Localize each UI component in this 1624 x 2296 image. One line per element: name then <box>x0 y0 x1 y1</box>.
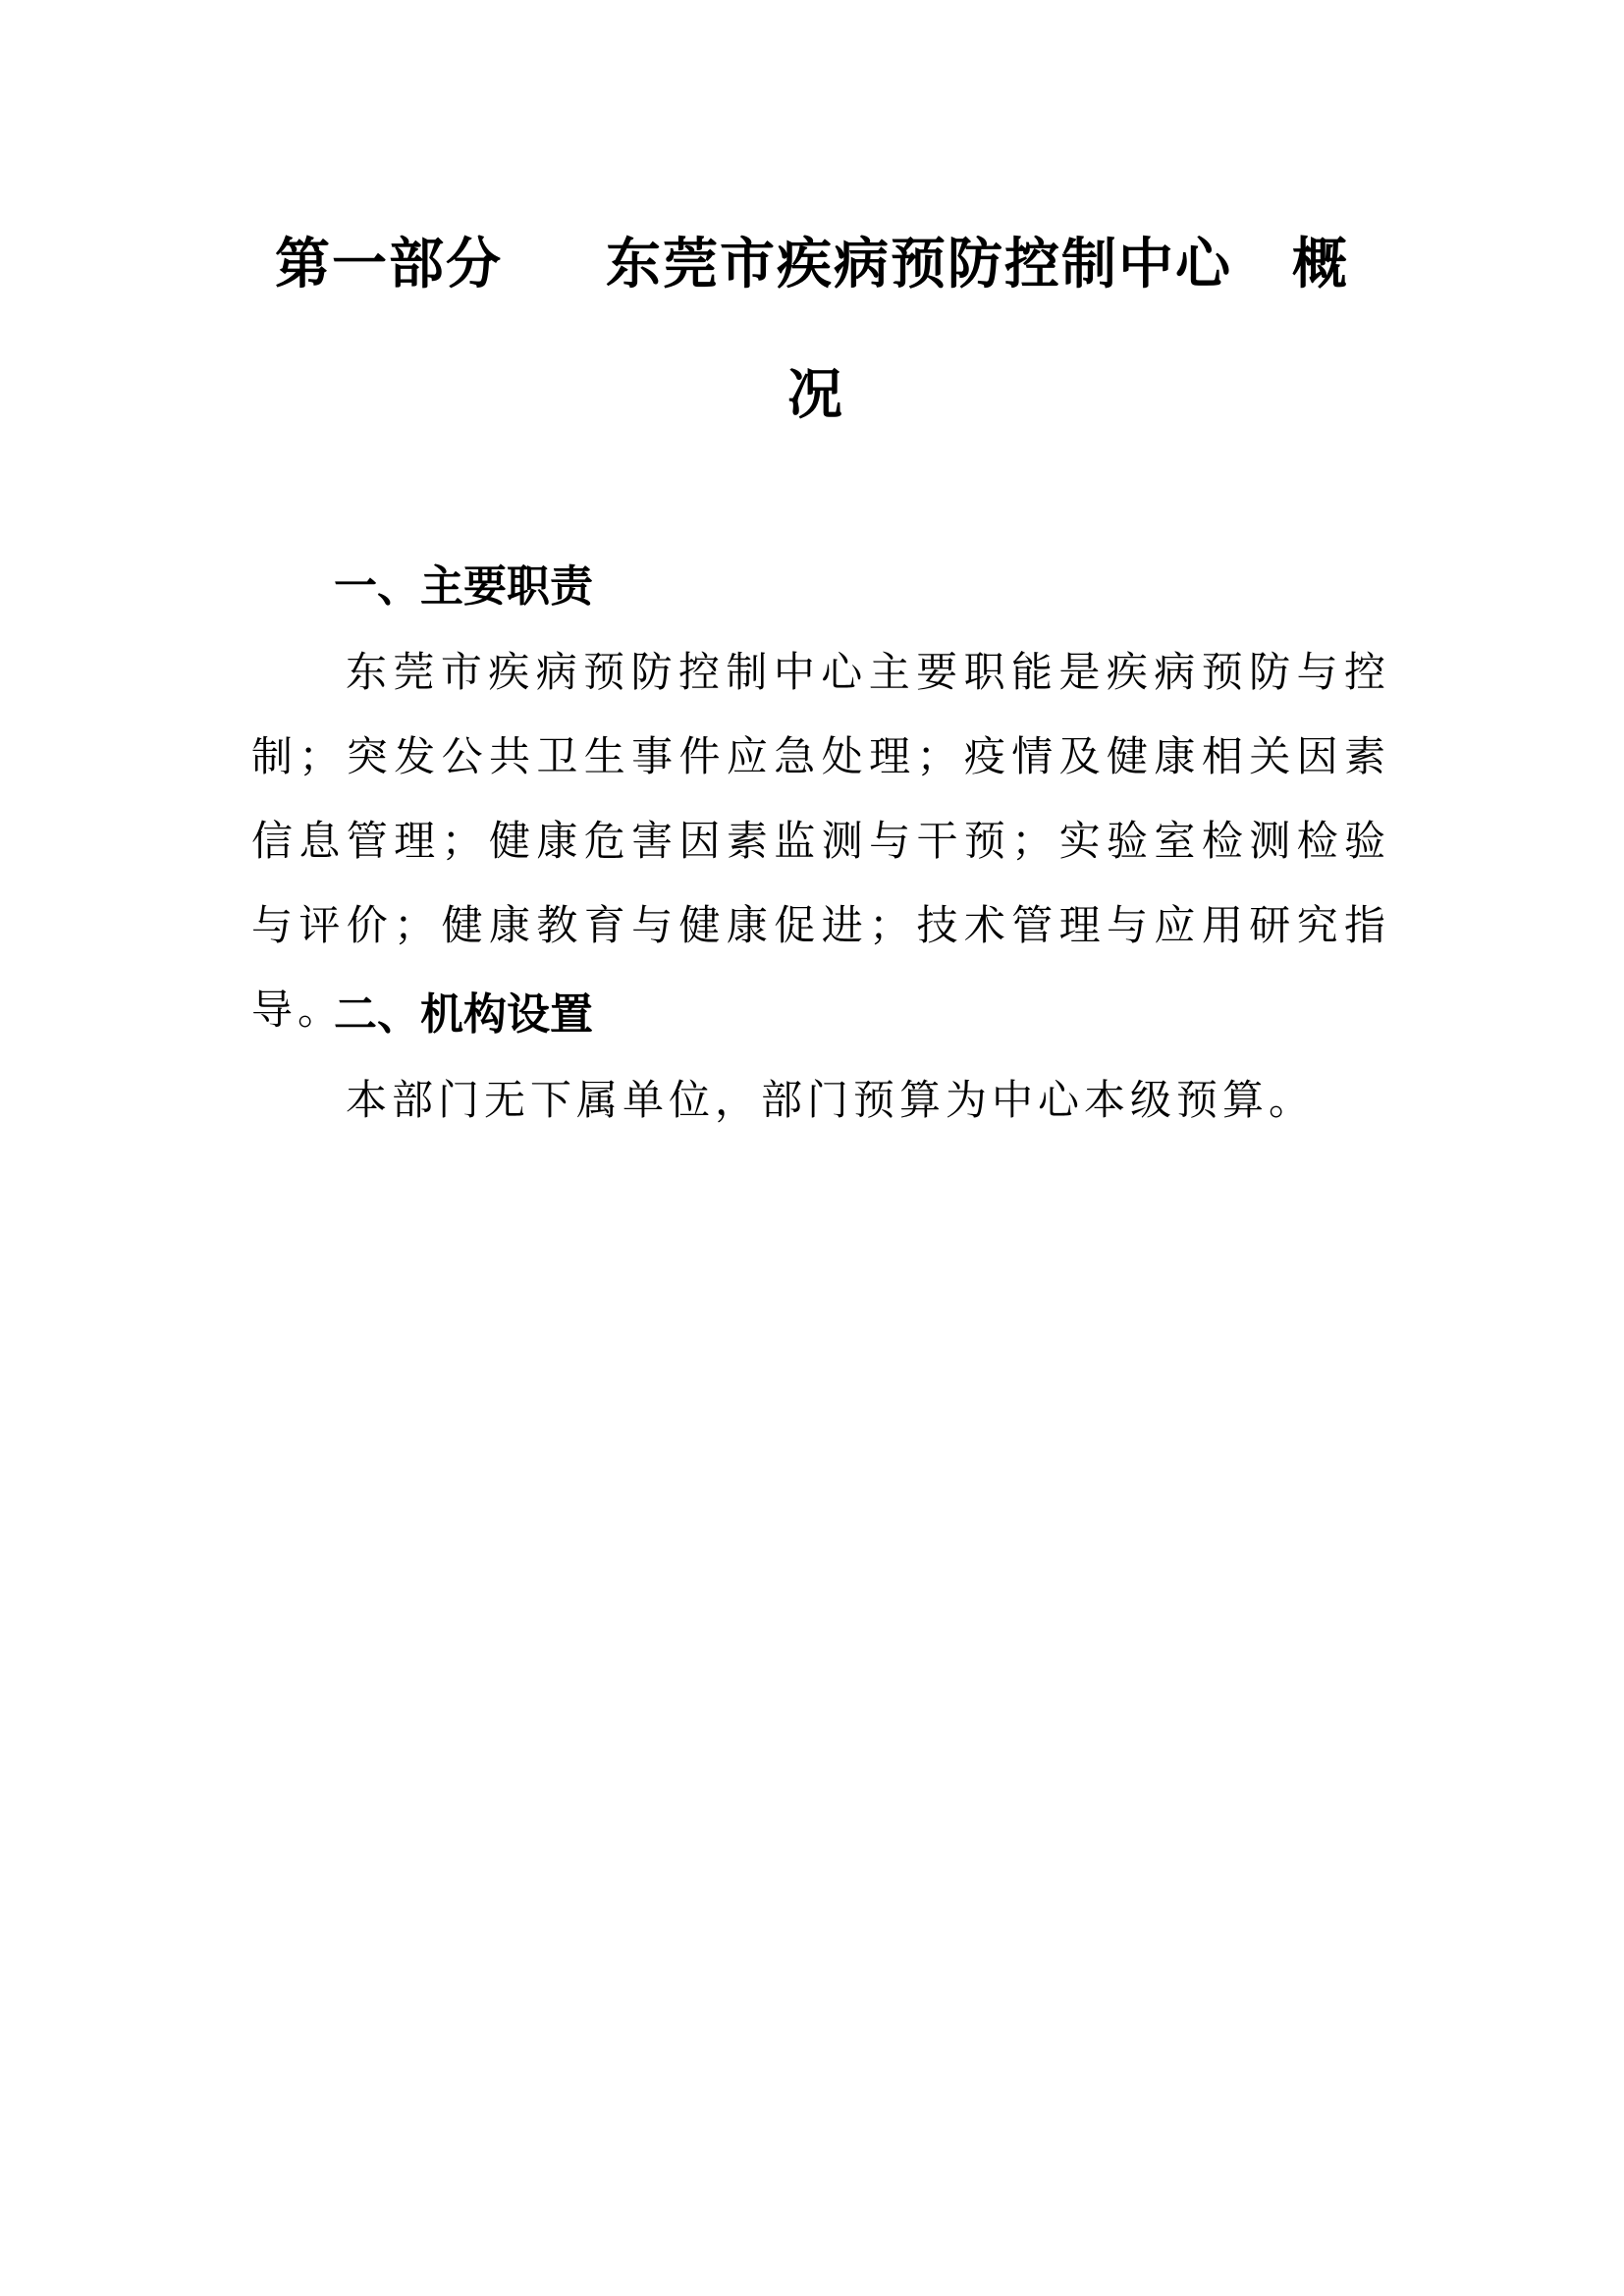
title-part-label: 第一部分 <box>275 233 503 296</box>
title-suffix-second: 况 <box>787 363 842 427</box>
section-heading-responsibilities: 一、主要职责 <box>334 561 593 612</box>
title-organization-name: 东莞市疾病预防控制中心 <box>606 233 1232 296</box>
section-heading-organization: 二、机构设置 <box>334 989 593 1040</box>
title-suffix-first: 概 <box>1292 233 1347 296</box>
section-body-responsibilities: 东莞市疾病预防控制中心主要职能是疾病预防与控制；突发公共卫生事件应急处理；疫情及健康相关因素信息管理；健康危害因素监测与干预；实验室检测检验与评价；健康教育与健康促进；技术管理与应用研究指导。 <box>251 648 1390 1034</box>
section-body-organization: 本部门无下属单位，部门预算为中心本级预算。 <box>346 1076 1316 1124</box>
